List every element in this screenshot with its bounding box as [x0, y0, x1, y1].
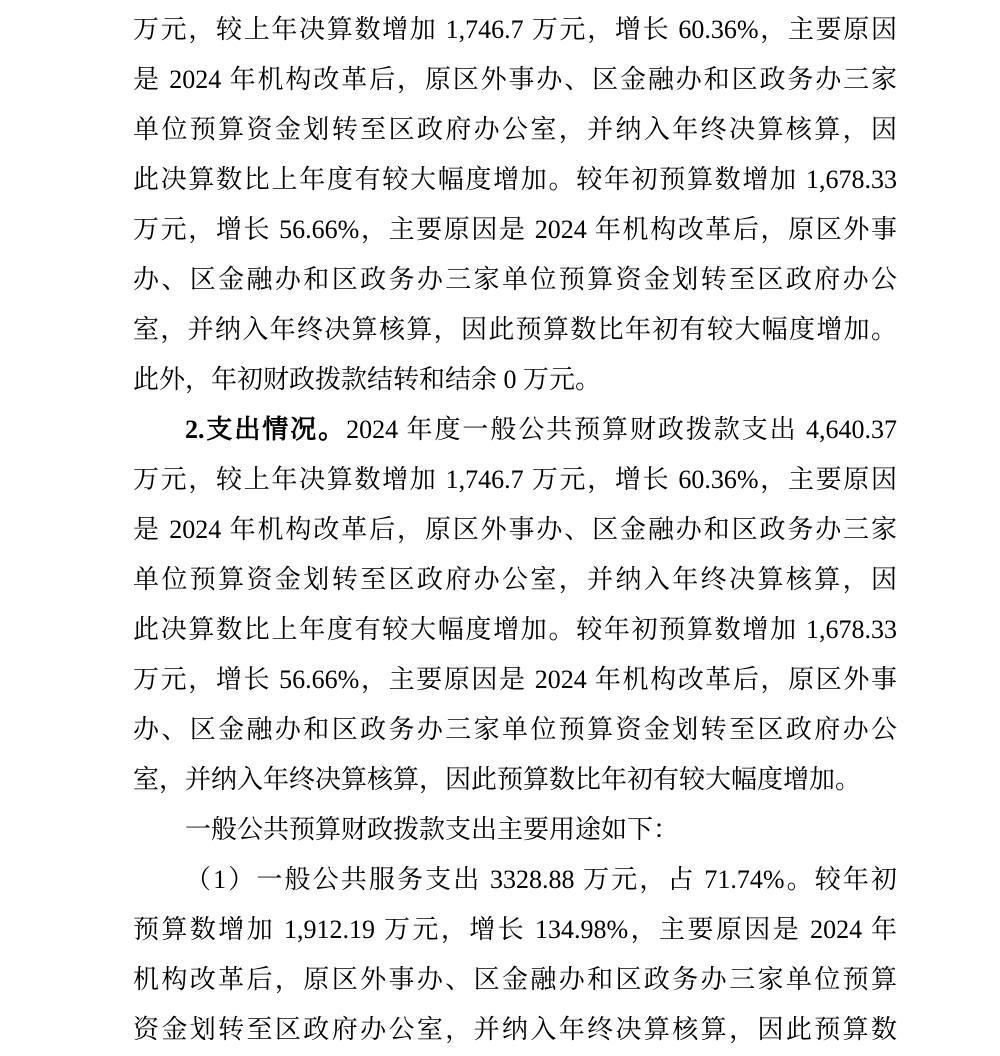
text-line: 此决算数比上年度有较大幅度增加。较年初预算数增加 1,678.33 [133, 165, 897, 194]
text-line: 机构改革后，原区外事办、区金融办和区政务办三家单位预算 [133, 965, 897, 994]
text-line: 室，并纳入年终决算核算，因此预算数比年初有较大幅度增加。 [133, 315, 897, 344]
paragraph-text: 2024 年度一般公共预算财政拨款支出 4,640.37 [346, 415, 897, 444]
text-line: 室，并纳入年终决算核算，因此预算数比年初有较大幅度增加。 [133, 765, 862, 794]
text-line [133, 405, 897, 455]
text-line: 是 2024 年机构改革后，原区外事办、区金融办和区政务办三家 [133, 65, 897, 94]
text-line: 单位预算资金划转至区政府办公室，并纳入年终决算核算，因 [133, 115, 897, 144]
text-line: 单位预算资金划转至区政府办公室，并纳入年终决算核算，因 [133, 565, 897, 594]
text-line: 预算数增加 1,912.19 万元，增长 134.98%，主要原因是 2024 年 [133, 915, 897, 944]
text-line: 此外，年初财政拨款结转和结余 0 万元。 [133, 365, 602, 394]
text-line: 办、区金融办和区政务办三家单位预算资金划转至区政府办公 [133, 715, 897, 744]
text-line: 万元，增长 56.66%，主要原因是 2024 年机构改革后，原区外事 [133, 665, 897, 694]
text-line: 万元，较上年决算数增加 1,746.7 万元，增长 60.36%，主要原因 [133, 15, 897, 44]
text-line: 万元，增长 56.66%，主要原因是 2024 年机构改革后，原区外事 [133, 215, 897, 244]
text-line: （1）一般公共服务支出 3328.88 万元，占 71.74%。较年初 [185, 865, 897, 894]
text-line: 资金划转至区政府办公室，并纳入年终决算核算，因此预算数 [133, 1015, 897, 1044]
text-line: 办、区金融办和区政务办三家单位预算资金划转至区政府办公 [133, 265, 897, 294]
text-line: 是 2024 年机构改革后，原区外事办、区金融办和区政务办三家 [133, 515, 897, 544]
text-line: 万元，较上年决算数增加 1,746.7 万元，增长 60.36%，主要原因 [133, 465, 897, 494]
text-line: 此决算数比上年度有较大幅度增加。较年初预算数增加 1,678.33 [133, 615, 897, 644]
text-line: 一般公共预算财政拨款支出主要用途如下： [185, 815, 680, 844]
section-heading: 2.支出情况。 [185, 415, 347, 444]
